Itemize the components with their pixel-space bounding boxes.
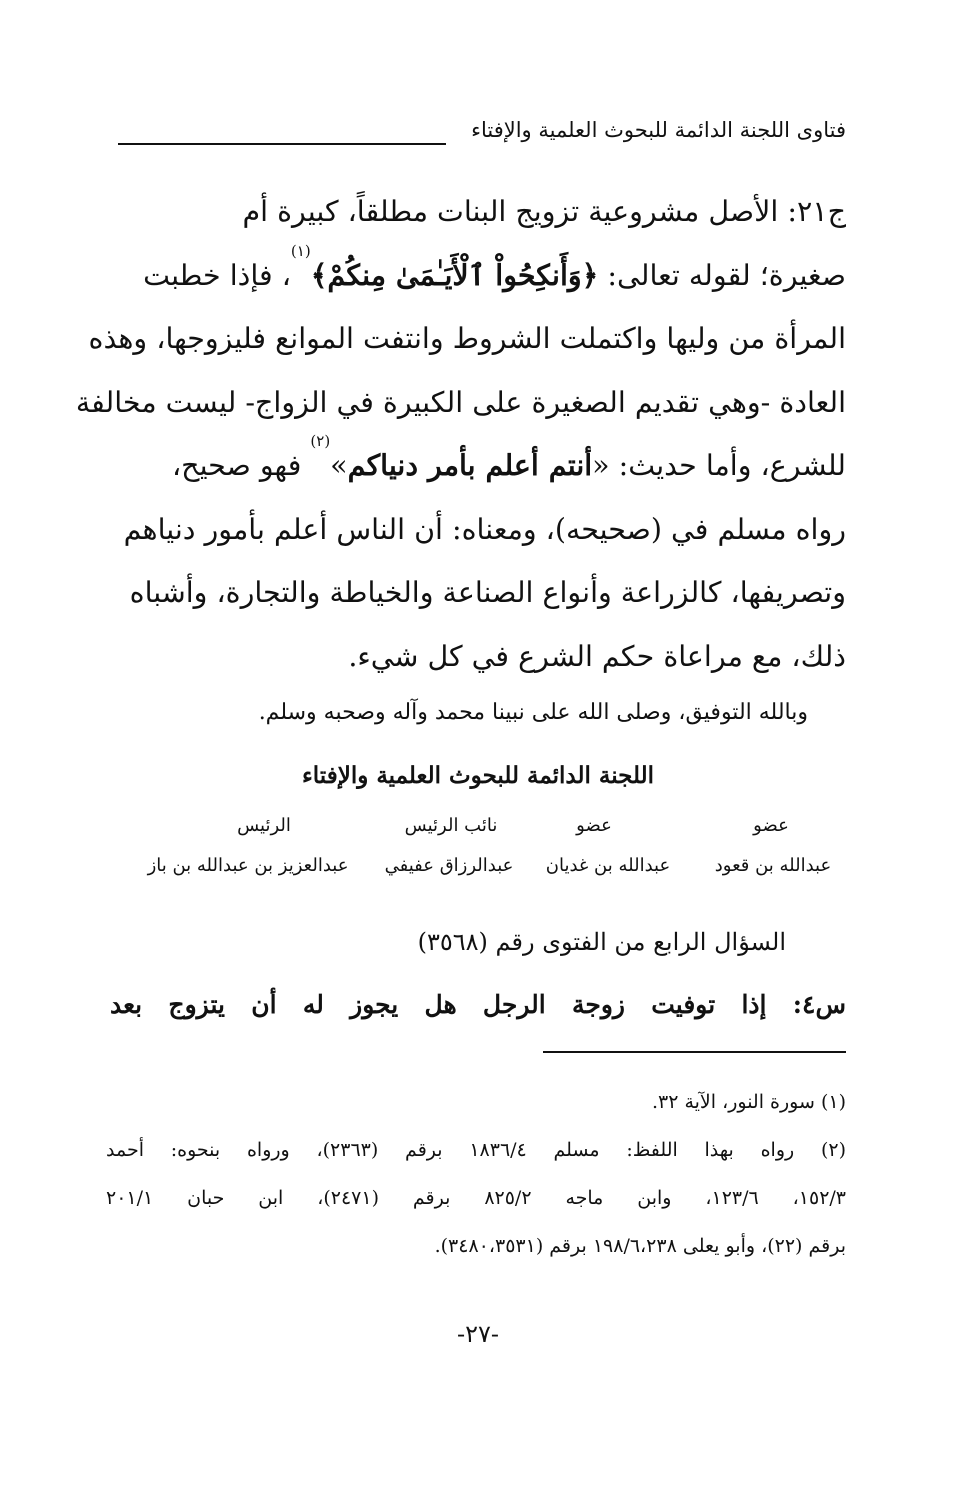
- running-header: فتاوى اللجنة الدائمة للبحوث العلمية والإفتاء: [471, 118, 846, 142]
- footnote-1: (١) سورة النور، الآية ٣٢.: [651, 1091, 846, 1113]
- answer-paragraph: [75, 180, 846, 688]
- answer-line: المرأة من وليها واكتملت الشروط وانتفت الموانع فليزوجها، وهذه: [88, 322, 846, 355]
- answer-line: العادة -وهي تقديم الصغيرة على الكبيرة في الزواج- ليست مخالفة: [75, 385, 846, 419]
- member-role: عضو: [576, 815, 612, 836]
- answer-line: [110, 434, 846, 498]
- answer-line: [110, 241, 846, 308]
- footnote-ref-1[interactable]: (١): [290, 241, 311, 260]
- answer-text: ، فإذا خطبت: [143, 258, 291, 292]
- answer-line: ذلك، مع مراعاة حكم الشرع في كل شيء.: [348, 639, 846, 673]
- answer-text: صغيرة؛ لقوله تعالى:: [598, 258, 846, 292]
- footnote-2-line: برقم (٢٢)، وأبو يعلى ١٩٨/٦،٢٣٨ برقم (٣٤٨٠،٣٥٣١).: [434, 1235, 846, 1257]
- answer-line: وتصريفها، كالزراعة وأنواع الصناعة والخياطة والتجارة، وأشباه: [129, 576, 846, 609]
- answer-text: فهو صحيح،: [171, 449, 311, 482]
- footnote-2-line: ١٥٢/٣، ١٢٣/٦، وابن ماجه ٨٢٥/٢ برقم (٢٤٧١)، ابن حبان ٢٠١/١: [106, 1187, 847, 1209]
- member-name: عبدالله بن قعود: [714, 855, 832, 876]
- hadith-quote: أنتم أعلم بأمر دنياكم: [347, 448, 593, 482]
- answer-text: للشرع، وأما حديث: «: [592, 449, 846, 482]
- member-name: عبدالله بن غديان: [545, 855, 671, 876]
- question-text: س٤: إذا توفيت زوجة الرجل هل يجوز له أن يتزوج بعد: [110, 990, 846, 1019]
- question-number: السؤال الرابع من الفتوى رقم (٣٥٦٨): [417, 928, 786, 956]
- answer-line: ج٢١: الأصل مشروعية تزويج البنات مطلقاً، كبيرة أم: [242, 195, 846, 228]
- page-number: -٢٧-: [457, 1320, 499, 1348]
- member-name: عبدالعزيز بن عبدالله بن باز: [147, 855, 349, 876]
- footnote-rule: [543, 1051, 846, 1053]
- member-role: عضو: [753, 815, 789, 836]
- quran-verse: ﴿وَأَنكِحُواْ ٱلْأَيَـٰمَىٰ مِنكُمْ﴾: [310, 257, 599, 292]
- member-role: الرئيس: [237, 815, 291, 836]
- footnotes: [106, 1078, 846, 1270]
- footnote-2-line: (٢) رواه بهذا اللفظ: مسلم ١٨٣٦/٤ برقم (٢٣٦٣)، ورواه بنحوه: أحمد: [106, 1139, 846, 1161]
- footnote-ref-2[interactable]: (٢): [310, 432, 331, 450]
- closing-formula: وبالله التوفيق، وصلى الله على نبينا محمد وآله وصحبه وسلم.: [258, 700, 808, 725]
- answer-line: رواه مسلم في (صحيحه)، ومعناه: أن الناس أعلم بأمور دنياهم: [123, 512, 846, 546]
- member-name: عبدالرزاق عفيفي: [384, 855, 514, 876]
- answer-text: »: [330, 449, 348, 482]
- header-rule: [118, 143, 446, 145]
- member-role: نائب الرئيس: [404, 815, 498, 836]
- committee-title: اللجنة الدائمة للبحوث العلمية والإفتاء: [301, 762, 655, 789]
